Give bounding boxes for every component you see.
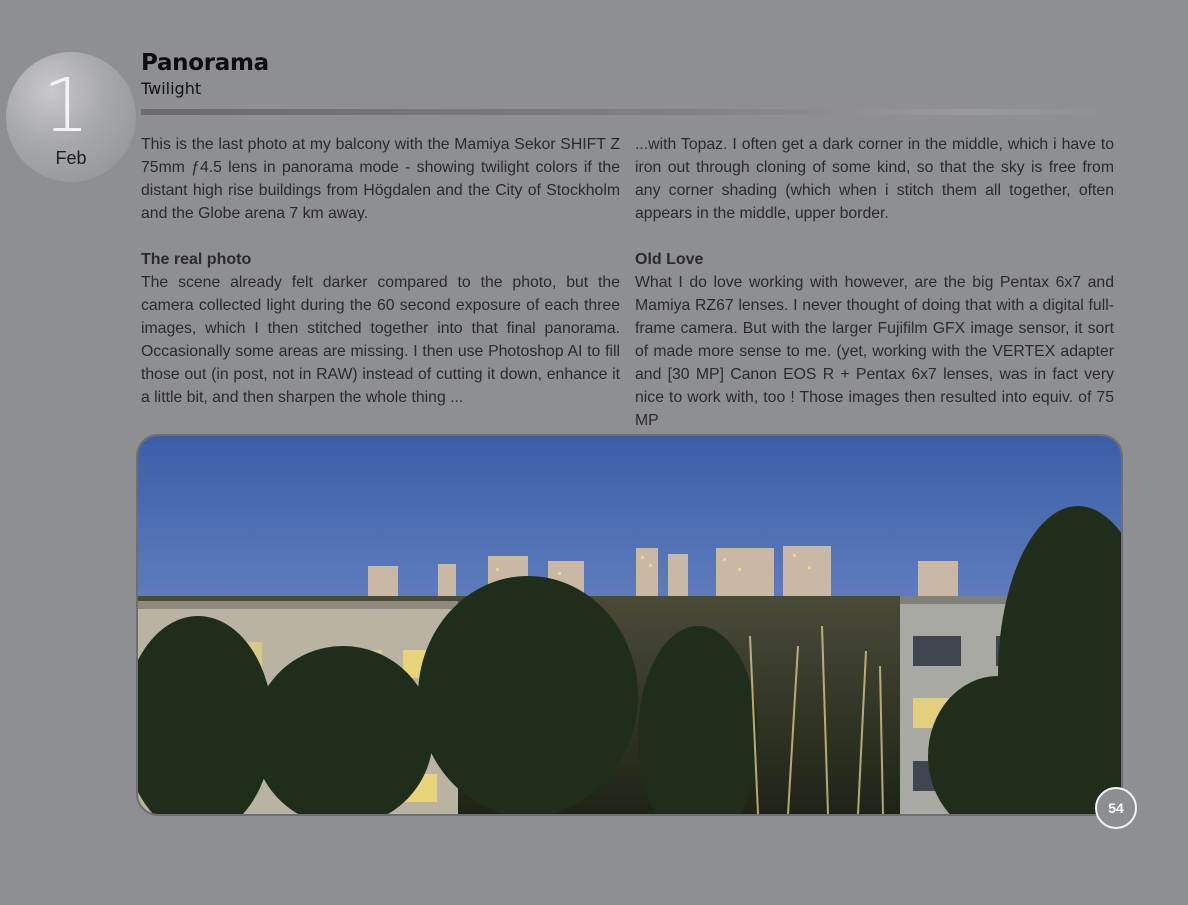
panorama-illustration [138, 436, 1121, 814]
page-subtitle: Twilight [141, 79, 202, 98]
left-section-paragraph: The scene already felt darker compared to the photo, but the camera collected light during the 60 second exposure of each three images, which I then stitched together into that final panorama. Occasionally some areas are missing. I then use Photoshop AI to fill those out (in post, not in RAW) instead of cutting it down, enhance it a little bit, and then sharpen the whole thing ... [141, 274, 620, 406]
right-section-heading: Old Love [635, 251, 704, 268]
panorama-photo [136, 434, 1123, 816]
date-day: 1 [42, 63, 90, 149]
left-section-heading: The real photo [141, 251, 252, 268]
header-divider [141, 109, 1116, 115]
date-month: Feb [55, 148, 87, 168]
right-intro-paragraph: ...with Topaz. I often get a dark corner in the middle, which i have to iron out through cloning of some kind, so that the sky is free from any corner shading (which when i stitch them all together, often appears in the middle, upper border. [635, 136, 1114, 222]
left-text-column [141, 133, 620, 409]
right-section-paragraph: What I do love working with however, are the big Pentax 6x7 and Mamiya RZ67 lenses. I never thought of doing that with a digital full-frame camera. But with the larger Fujifilm GFX image sensor, it sort of made more sense to me. (yet, working with the VERTEX adapter and [30 MP] Canon EOS R + Pentax 6x7 lenses, was in fact very nice to work with, too ! Those images then resulted into equiv. of 75 MP [635, 274, 1114, 429]
left-intro-paragraph: This is the last photo at my balcony with the Mamiya Sekor SHIFT Z 75mm ƒ4.5 lens in panorama mode - showing twilight colors if the distant high rise buildings from Högdalen and the City of Stockholm and the Globe arena 7 km away. [141, 136, 620, 222]
date-badge [6, 52, 136, 182]
page-number: 54 [1095, 787, 1137, 829]
page-title: Panorama [141, 50, 269, 76]
right-text-column [635, 133, 1114, 432]
